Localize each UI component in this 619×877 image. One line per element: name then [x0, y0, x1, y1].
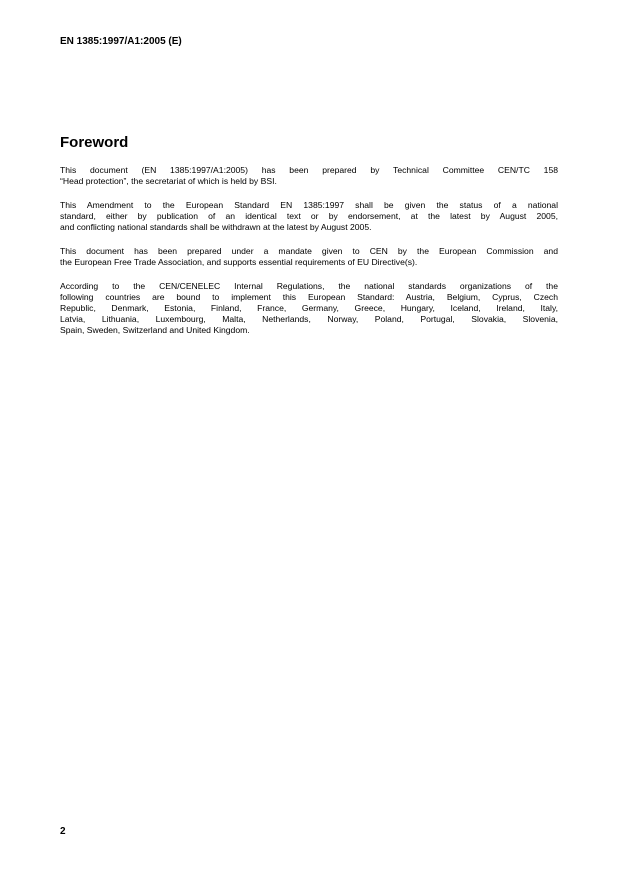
text-line: following countries are bound to implement this European Standard: Austria, Belgium, Cyprus, Czech [60, 292, 558, 302]
paragraph [60, 281, 558, 336]
text-line: According to the CEN/CENELEC Internal Regulations, the national standards organizations of the [60, 281, 558, 291]
paragraph [60, 200, 558, 233]
text-line: Latvia, Lithuania, Luxembourg, Malta, Netherlands, Norway, Poland, Portugal, Slovakia, Slovenia, [60, 314, 558, 324]
text-line: and conflicting national standards shall be withdrawn at the latest by August 2005. [60, 222, 372, 232]
paragraph [60, 246, 558, 268]
foreword-body [60, 165, 558, 349]
document-header: EN 1385:1997/A1:2005 (E) [60, 36, 182, 47]
text-line: This document has been prepared under a mandate given to CEN by the European Commission and [60, 246, 558, 256]
text-line: “Head protection”, the secretariat of which is held by BSI. [60, 176, 277, 186]
text-line: standard, either by publication of an identical text or by endorsement, at the latest by August 2005, [60, 211, 558, 221]
text-line: Spain, Sweden, Switzerland and United Kingdom. [60, 325, 250, 335]
text-line: This document (EN 1385:1997/A1:2005) has been prepared by Technical Committee CEN/TC 158 [60, 165, 558, 175]
section-title: Foreword [60, 134, 129, 151]
text-line: the European Free Trade Association, and supports essential requirements of EU Directive(s). [60, 257, 418, 267]
paragraph [60, 165, 558, 187]
text-line: Republic, Denmark, Estonia, Finland, France, Germany, Greece, Hungary, Iceland, Ireland, Italy, [60, 303, 558, 313]
page-number: 2 [60, 826, 66, 837]
text-line: This Amendment to the European Standard EN 1385:1997 shall be given the status of a national [60, 200, 558, 210]
